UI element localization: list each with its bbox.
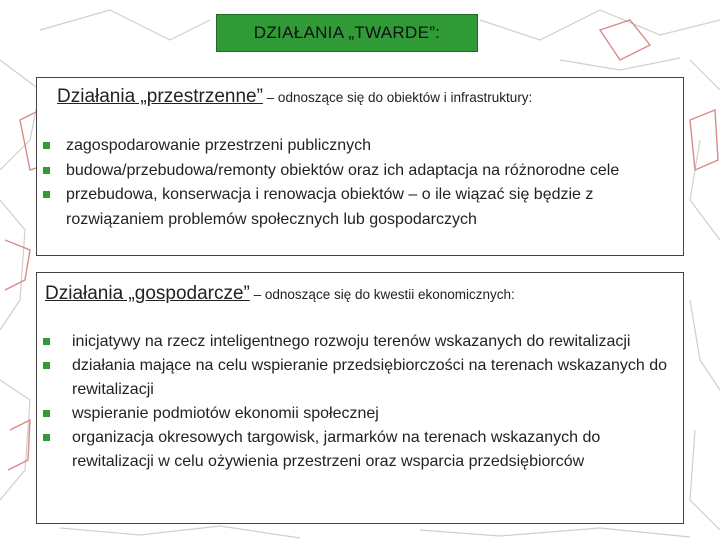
heading-rest: – odnoszące się do kwestii ekonomicznych: [249,287,515,302]
spatial-actions-heading [57,86,532,108]
economic-actions-heading [45,283,515,305]
bullet-square-icon [43,434,50,441]
economic-actions-panel [36,272,684,524]
list-item: organizacja okresowych targowisk, jarmarków na terenach wskazanych do rewitalizacji w celu ożywienia przestrzeni oraz wsparcia przedsiębiorców [43,426,679,474]
bullet-square-icon [43,191,50,198]
bullet-square-icon [43,167,50,174]
heading-main: Działania „przestrzenne” [57,86,263,107]
heading-rest: – odnoszące się do obiektów i infrastruktury: [262,90,533,105]
list-item: inicjatywy na rzecz inteligentnego rozwoju terenów wskazanych do rewitalizacji [43,330,679,354]
bullet-square-icon [43,338,50,345]
economic-actions-list [43,330,679,474]
bullet-square-icon [43,410,50,417]
title-banner [216,14,478,52]
spatial-actions-list [43,134,679,232]
list-item: zagospodarowanie przestrzeni publicznych [43,134,679,159]
bullet-square-icon [43,142,50,149]
list-item: wspieranie podmiotów ekonomii społecznej [43,402,679,426]
list-item: przebudowa, konserwacja i renowacja obiektów – o ile wiązać się będzie z rozwiązaniem problemów społecznych lub gospodarczych [43,183,679,232]
page-title: DZIAŁANIA „TWARDE”: [253,23,441,42]
list-item: budowa/przebudowa/remonty obiektów oraz ich adaptacja na różnorodne cele [43,159,679,184]
list-item: działania mające na celu wspieranie przedsiębiorczości na terenach wskazanych do rewitalizacji [43,354,679,402]
spatial-actions-panel [36,77,684,256]
heading-main: Działania „gospodarcze” [45,283,250,304]
bullet-square-icon [43,362,50,369]
